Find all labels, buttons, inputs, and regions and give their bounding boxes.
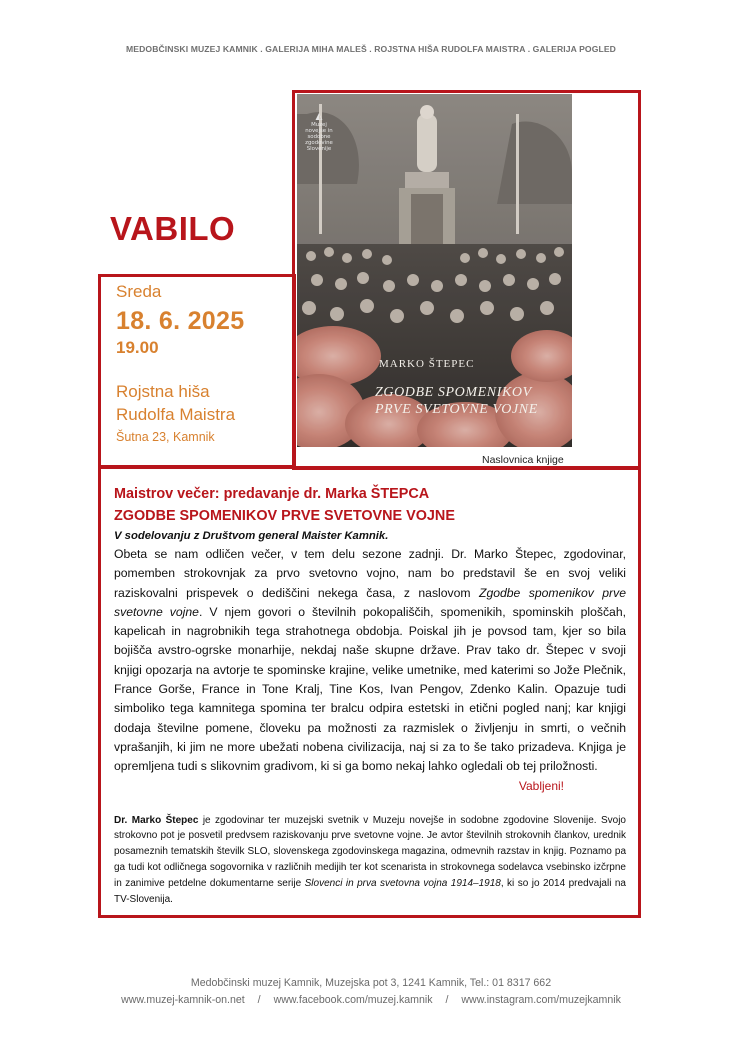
museum-header: MEDOBČINSKI MUZEJ KAMNIK . GALERIJA MIHA MALEŠ . ROJSTNA HIŠA RUDOLFA MAISTRA . GALERIJA POGLED xyxy=(126,44,616,54)
venue-line-2: Rudolfa Maistra xyxy=(116,405,236,424)
logo-mark-icon: ◭ xyxy=(315,112,323,122)
paragraph-part-1: Obeta se nam odličen večer, v tem delu sezone zadnji. Dr. Marko Štepec, zgodovinar, pomemben strokovnjak za prvo svetovno vojno, nam bo predstavil še en svoj veliki raziskovalni prispevek o dediščini nekega časa, z naslovom xyxy=(114,547,626,600)
instagram-link[interactable]: www.instagram.com/muzejkamnik xyxy=(461,994,621,1006)
welcome-text: Vabljeni! xyxy=(518,778,564,793)
cover-title-line-1: ZGODBE SPOMENIKOV xyxy=(375,385,532,400)
description-paragraph xyxy=(114,545,626,777)
event-venue xyxy=(116,380,292,426)
paragraph-part-2: . V njem govori o številnih pokopališčih, spomenikih, spominskih ploščah, kapelicah in nagrobnikih tega strahotnega obdobja. Poiskal jih je povsod tam, kjer so bila bojišča avstro-ogrske monarhije, nekdaj naše skupne države. Prav tako dr. Štepec v svoji knjigi opozarja na avtorje te spominske krajine, velike umetnike, med katerimi so Jože Plečnik, France Gorše, France in Tone Kralj, Tine Kos, Ivan Pengov, Zdenko Kalin. Opazuje tudi simboliko tega kamnitega spomina ter bralcu odpira estetski in etični pogled nanj; kar knjigi dodaja številne pomene, človeku pa možnosti za razmislek o življenju in smrti, o večnih vprašanjih, ki jim ne more ubežati nobena civilizacija, naj si za to še tako prizadeva. Knjiga je opremljena tudi s slikovnim gradivom, ki si ga bomo nekaj lahko ogledali ob tej priložnosti. xyxy=(114,604,626,774)
lecture-heading: Maistrov večer: predavanje dr. Marka ŠTEPCA xyxy=(114,486,430,502)
publisher-line-1: Muzej xyxy=(311,122,327,128)
book-title-heading: ZGODBE SPOMENIKOV PRVE SVETOVNE VOJNE xyxy=(114,508,455,524)
cooperation-note: V sodelovanju z Društvom general Maister Kamnik. xyxy=(114,530,389,542)
footer-separator: / xyxy=(445,994,449,1006)
book-cover-image xyxy=(297,94,572,447)
book-title-inline: Zgodbe spomenikov prve svetovne vojne xyxy=(114,585,626,619)
author-bio xyxy=(114,813,626,908)
facebook-link[interactable]: www.facebook.com/muzej.kamnik xyxy=(273,994,433,1006)
bio-part-2: , ki so jo 2014 predvajali na TV-Slovenija. xyxy=(114,877,626,905)
venue-line-1: Rojstna hiša xyxy=(116,382,210,401)
event-description xyxy=(114,484,626,907)
publisher-line-3: sodobne xyxy=(307,134,331,140)
bio-author-name: Dr. Marko Štepec xyxy=(114,814,199,826)
bio-part-1: je zgodovinar ter muzejski svetnik v Muzeju novejše in sodobne zgodovine Slovenije. Svojo strokovno pot je posvetil predvsem raziskovanju prve svetovne vojne. Je avtor številnih strokovnih člankov, urednik posameznih tematskih številk SLO, slovenskega zgodovinskega magazina, odmevnih razstav in knjig. Poznamo pa ga tudi kot odličnega sogovornika v različnih medijih ter kot scenarista in strokovnega sodelavca vsebinsko izčrpne in zanimive petdelne dokumentarne serije xyxy=(114,814,626,889)
cover-title-line-2: PRVE SVETOVNE VOJNE xyxy=(375,402,538,417)
footer-separator: / xyxy=(257,994,261,1006)
publisher-logo xyxy=(302,112,336,152)
invitation-title: VABILO xyxy=(110,210,236,247)
publisher-line-5: Slovenije xyxy=(306,146,332,152)
event-date: 18. 6. 2025 xyxy=(116,307,245,335)
event-time: 19.00 xyxy=(116,338,159,357)
event-address: Šutna 23, Kamnik xyxy=(116,430,215,444)
website-link[interactable]: www.muzej-kamnik-on.net xyxy=(121,994,245,1006)
publisher-line-4: zgodovine xyxy=(305,140,333,146)
cover-caption: Naslovnica knjige xyxy=(482,454,564,466)
event-details xyxy=(116,278,292,444)
bio-series-title: Slovenci in prva svetovna vojna 1914–1918 xyxy=(304,877,501,889)
cover-title xyxy=(375,384,565,418)
publisher-line-2: novejše in xyxy=(305,128,333,134)
footer-links xyxy=(0,994,742,1006)
cover-author: MARKO ŠTEPEC xyxy=(379,358,475,370)
footer-address: Medobčinski muzej Kamnik, Muzejska pot 3, 1241 Kamnik, Tel.: 01 8317 662 xyxy=(190,977,552,989)
event-day: Sreda xyxy=(116,282,162,301)
